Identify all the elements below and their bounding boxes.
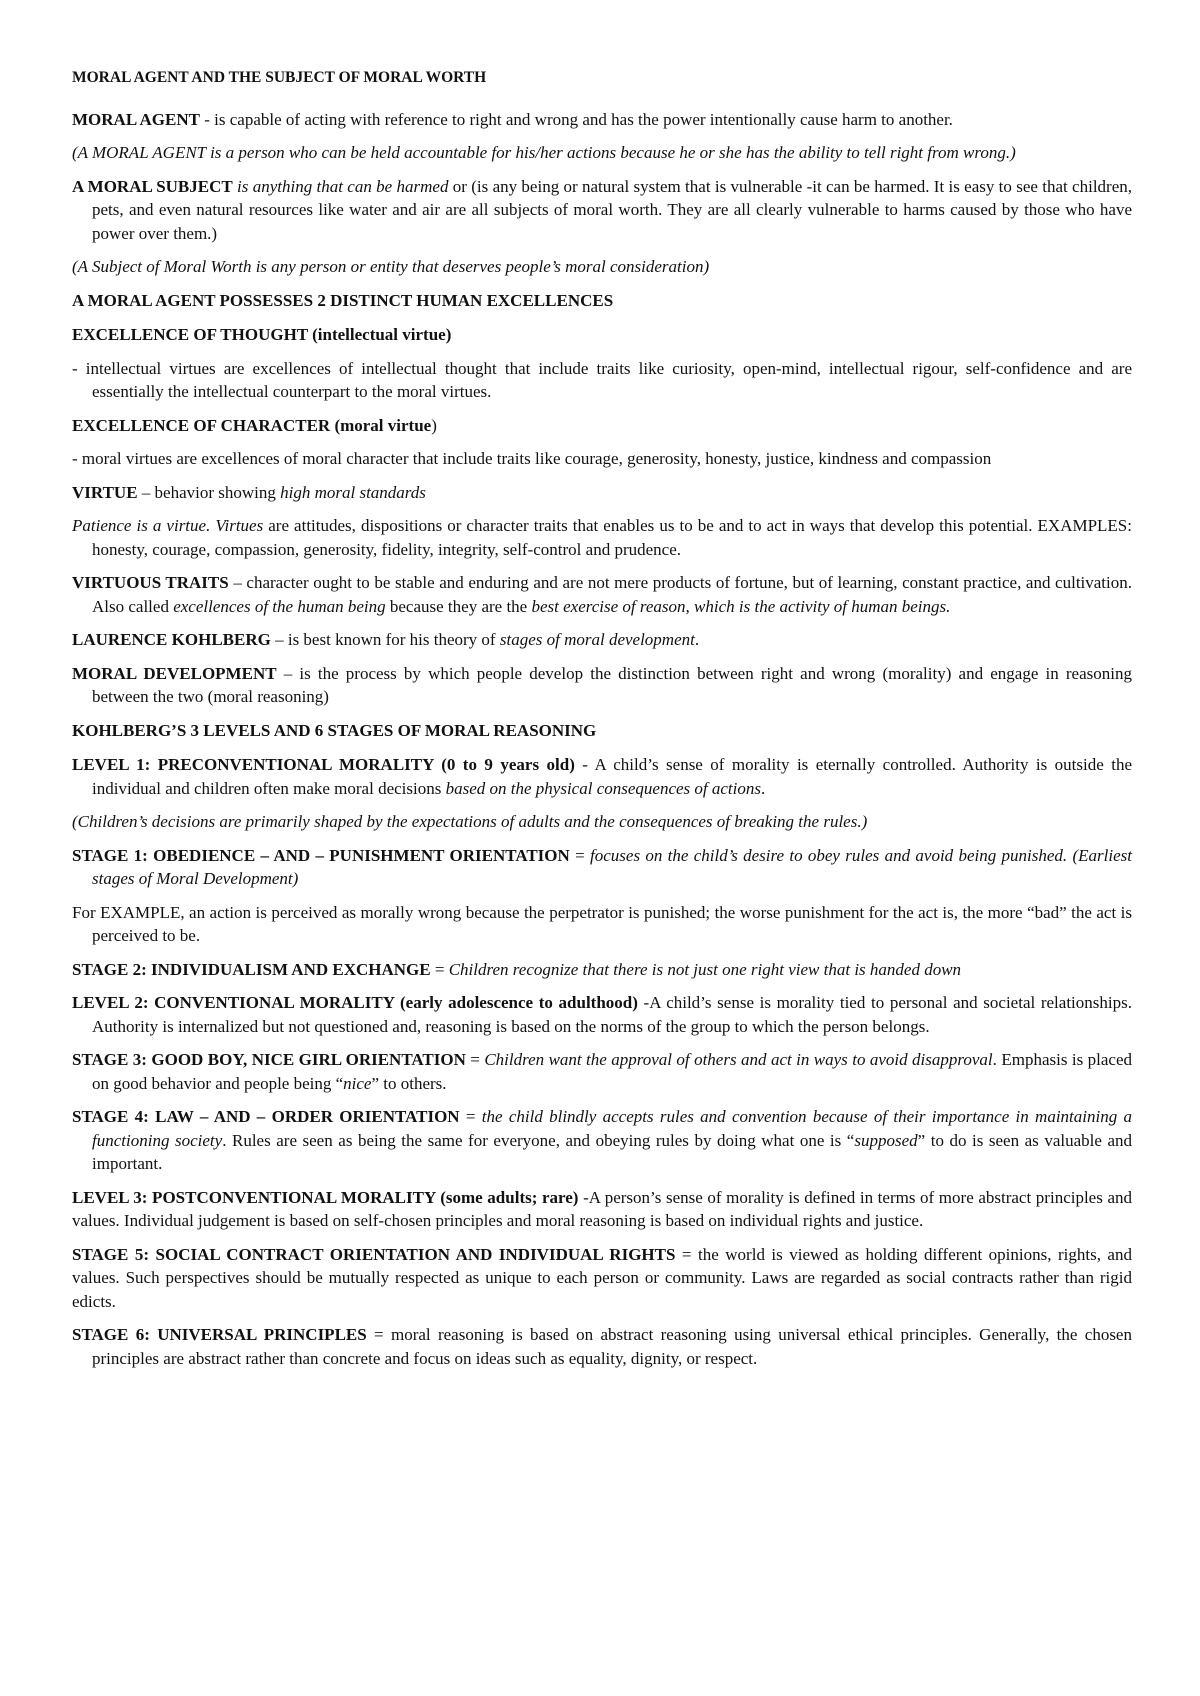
thought-body: - intellectual virtues are excellences of intellectual thought that include traits like curiosity, open-mind, intellectual rigour, self-confidence and are essentially the intellectual counterpart to the moral virtues. [72, 358, 1132, 401]
patience-text: are attitudes, dispositions or character traits that enables us to be and to act in ways that develop this potential. EXAMPLES: honesty, courage, compassion, generosity, fidelity, integrity, self-control and prudence. [92, 516, 1132, 559]
moral-subject-definition [72, 175, 1132, 246]
stage-3-nice: nice [343, 1073, 372, 1093]
stage-4-eq: = [459, 1107, 482, 1126]
stage-2-term: STAGE 2: INDIVIDUALISM AND EXCHANGE [72, 959, 431, 979]
moral-development-definition [72, 662, 1132, 709]
thought-heading [72, 323, 1132, 347]
stage-5-definition [72, 1243, 1132, 1314]
stage-6-definition [72, 1323, 1132, 1370]
stage-2-italic: Children recognize that there is not just one right view that is handed down [448, 959, 962, 979]
stage-3-term: STAGE 3: GOOD BOY, NICE GIRL ORIENTATION [72, 1050, 466, 1069]
level-3-text: -A person’s sense of morality is defined in terms of more abstract principles and values. Individual judgement is based on self-chosen principles and moral reasoning is based on individual rights and justice. [72, 1187, 1132, 1230]
level-1-term: LEVEL 1: PRECONVENTIONAL MORALITY (0 to 9 years old) [72, 755, 575, 774]
level-2-text: -A child’s sense is morality tied to personal and societal relationships. Authority is internalized but not questioned and, reasoning is based on the norms of the group to which the person belongs. [92, 993, 1132, 1036]
stage-1-italic: focuses on the child’s desire to obey rules and avoid being punished. (Earliest stages of Moral Development) [92, 845, 1132, 888]
stage-4-definition [72, 1105, 1132, 1176]
level-1-italic: based on the physical consequences of actions [445, 778, 761, 798]
virtuous-traits-term: VIRTUOUS TRAITS [72, 573, 229, 592]
moral-subject-italic: is anything that can be harmed [232, 176, 449, 196]
kohlberg-end: . [694, 630, 700, 649]
virtue-explanation [72, 514, 1132, 561]
thought-heading-sub: (intellectual virtue) [307, 325, 452, 344]
stage-5-text: = the world is viewed as holding different opinions, rights, and values. Such perspectives should be mutually respected as unique to each person or community. Laws are regarded as social contracts rather than rigid edicts. [72, 1244, 1132, 1311]
character-heading-sub: (moral virtue [330, 415, 432, 435]
stage-3-definition [72, 1048, 1132, 1095]
levels-heading: KOHLBERG’S 3 LEVELS AND 6 STAGES OF MORAL REASONING [72, 720, 597, 740]
character-body: - moral virtues are excellences of moral character that include traits like courage, generosity, honesty, justice, kindness and compassion [72, 449, 992, 468]
level-1-note: (Children’s decisions are primarily shaped by the expectations of adults and the consequences of breaking the rules.) [72, 812, 868, 831]
moral-agent-text: - is capable of acting with reference to right and wrong and has the power intentionally cause harm to another. [200, 109, 953, 129]
level-1-text: - A child’s sense of morality is eternally controlled. Authority is outside the individual and children often make moral decisions [92, 755, 1132, 798]
stage-6-text: = moral reasoning is based on abstract reasoning using universal ethical principles. Generally, the chosen principles are abstract rather than concrete and focus on ideas such as equality, dignity, or respect. [92, 1325, 1132, 1368]
level-2-term: LEVEL 2: CONVENTIONAL MORALITY (early adolescence to adulthood) [72, 993, 638, 1012]
stage-1-eq: = [569, 845, 591, 865]
virtuous-traits-definition [72, 571, 1132, 618]
kohlberg-definition [72, 628, 1132, 652]
patience-italic: Patience is a virtue. Virtues [72, 516, 264, 535]
kohlberg-text: – is best known for his theory of [270, 630, 500, 649]
stage-1-example: For EXAMPLE, an action is perceived as morally wrong because the perpetrator is punished; the worse punishment for the act is, the more “bad” the act is perceived to be. [72, 902, 1132, 945]
character-heading-main: EXCELLENCE OF CHARACTER [72, 415, 331, 435]
virtuous-traits-italic-2: best exercise of reason, which is the activity of human beings. [531, 596, 951, 616]
level-1-definition [72, 753, 1132, 800]
stage-3-eq: = [465, 1050, 485, 1069]
level-3-term: LEVEL 3: POSTCONVENTIONAL MORALITY (some adults; rare) [72, 1187, 579, 1207]
stage-2-eq: = [430, 959, 449, 979]
level-1-end: . [760, 778, 766, 798]
kohlberg-term: LAURENCE KOHLBERG [72, 630, 271, 649]
stage-4-text-1: . Rules are seen as being the same for everyone, and obeying rules by doing what one is “ [222, 1130, 855, 1150]
moral-agent-note: (A MORAL AGENT is a person who can be held accountable for his/her actions because he or she has the ability to tell right from wrong.) [72, 143, 1016, 162]
stage-1-term: STAGE 1: OBEDIENCE – AND – PUNISHMENT ORIENTATION [72, 845, 570, 865]
level-3-definition [72, 1186, 1132, 1233]
stage-4-text-2: ” to do is seen as valuable and important. [92, 1130, 1133, 1173]
thought-heading-main: EXCELLENCE OF THOUGHT [72, 325, 308, 344]
moral-agent-term: MORAL AGENT [72, 109, 200, 129]
stage-1-definition [72, 844, 1132, 891]
character-heading [72, 414, 1132, 438]
moral-development-term: MORAL DEVELOPMENT [72, 663, 277, 683]
virtuous-traits-text: – character ought to be stable and enduring and are not mere products of fortune, but of learning, constant practice, and cultivation. Also called [92, 573, 1133, 616]
level-2-definition [72, 991, 1132, 1038]
virtuous-traits-italic-1: excellences of the human being [173, 596, 386, 616]
stage-6-term: STAGE 6: UNIVERSAL PRINCIPLES [72, 1325, 367, 1344]
stage-3-italic: Children want the approval of others and act in ways to avoid disapproval [484, 1050, 993, 1069]
stage-3-text-1: . Emphasis is placed on good behavior and people being “ [92, 1050, 1132, 1093]
virtue-dash: – behavior showing [137, 482, 281, 502]
stage-3-text-2: ” to others. [371, 1073, 447, 1093]
virtuous-traits-mid: because they are the [385, 596, 532, 616]
excellences-heading: A MORAL AGENT POSSESSES 2 DISTINCT HUMAN EXCELLENCES [72, 290, 614, 310]
stage-2-definition [72, 958, 1132, 982]
virtue-italic: high moral standards [280, 482, 426, 502]
moral-subject-note: (A Subject of Moral Worth is any person or entity that deserves people’s moral consideration) [72, 257, 710, 276]
stage-4-supposed: supposed [854, 1130, 918, 1150]
moral-subject-term: A MORAL SUBJECT [72, 176, 233, 196]
stage-4-italic: the child blindly accepts rules and convention because of their importance in maintaining a functioning society [92, 1107, 1133, 1150]
stage-5-term: STAGE 5: SOCIAL CONTRACT ORIENTATION AND INDIVIDUAL RIGHTS [72, 1244, 676, 1264]
document-title: MORAL AGENT AND THE SUBJECT OF MORAL WORTH [72, 69, 487, 86]
virtue-term: VIRTUE [72, 482, 138, 502]
moral-subject-text: or (is any being or natural system that is vulnerable -it can be harmed. It is easy to see that children, pets, and even natural resources like water and air are all subjects of moral worth. They are all clearly vulnerable to harms caused by those who have power over them.) [92, 176, 1133, 243]
moral-agent-definition [72, 108, 1132, 132]
virtue-definition [72, 481, 1132, 505]
document-page [72, 66, 1132, 1380]
kohlberg-italic: stages of moral development [499, 630, 695, 649]
stage-4-term: STAGE 4: LAW – AND – ORDER ORIENTATION [72, 1107, 460, 1126]
moral-development-text: – is the process by which people develop the distinction between right and wrong (morality) and engage in reasoning between the two (moral reasoning) [92, 663, 1132, 706]
character-heading-end: ) [431, 415, 437, 435]
